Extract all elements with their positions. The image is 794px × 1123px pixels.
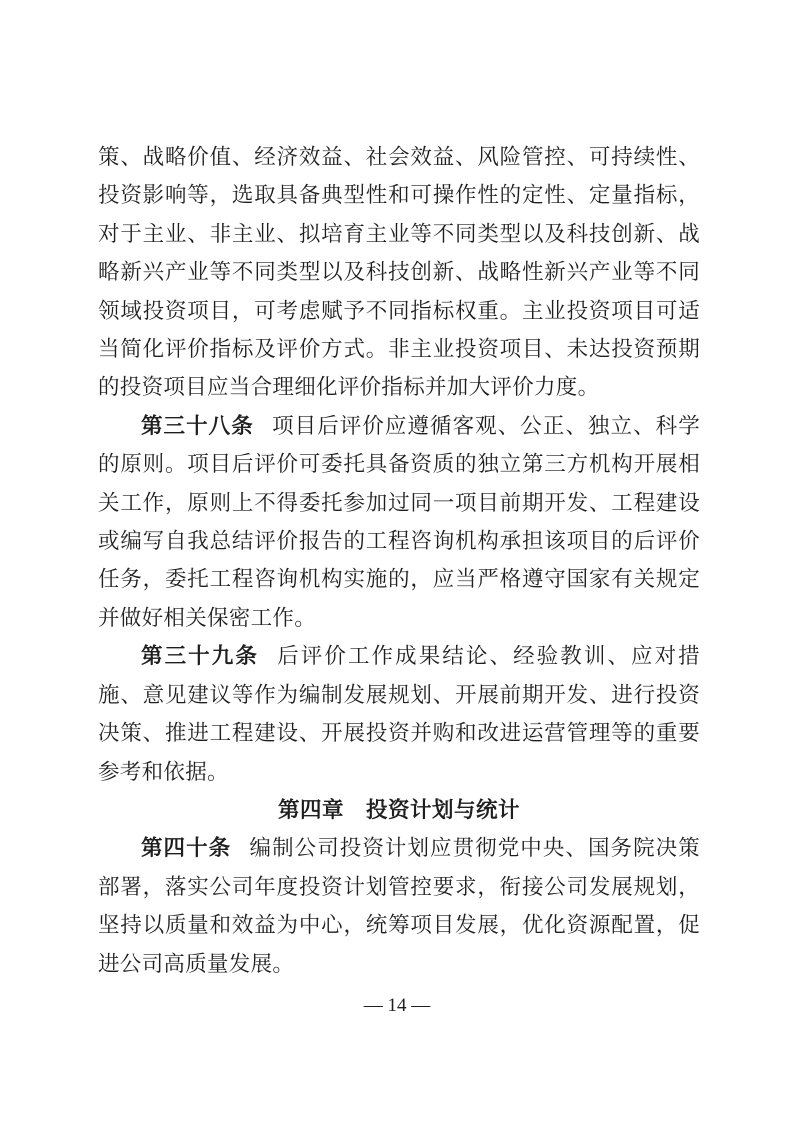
article-38-number: 第三十八条 [141, 413, 254, 438]
article-38-paragraph [98, 407, 700, 637]
document-body [98, 138, 700, 983]
article-40-number: 第四十条 [141, 836, 232, 861]
article-39-body: 后评价工作成果结论、经验教训、应对措施、意见建议等作为编制发展规划、开展前期开发、进行投资决策、推进工程建设、开展投资并购和改进运营管理等的重要参考和依据。 [98, 644, 700, 784]
article-40-paragraph [98, 829, 700, 983]
article-38-body: 项目后评价应遵循客观、公正、独立、科学的原则。项目后评价可委托具备资质的独立第三方机构开展相关工作，原则上不得委托参加过同一项目前期开发、工程建设或编写自我总结评价报告的工程咨询机构承担该项目的后评价任务，委托工程咨询机构实施的，应当严格遵守国家有关规定并做好相关保密工作。 [98, 413, 700, 630]
page-number: — 14 — [363, 995, 431, 1016]
article-39-number: 第三十九条 [141, 644, 259, 669]
continuation-paragraph: 策、战略价值、经济效益、社会效益、风险管控、可持续性、投资影响等，选取具备典型性和可操作性的定性、定量指标，对于主业、非主业、拟培育主业等不同类型以及科技创新、战略新兴产业等不同类型以及科技创新、战略性新兴产业等不同领域投资项目，可考虑赋予不同指标权重。主业投资项目可适当简化评价指标及评价方式。非主业投资项目、未达投资预期的投资项目应当合理细化评价指标并加大评价力度。 [98, 145, 700, 400]
chapter-heading: 第四章 投资计划与统计 [277, 797, 520, 822]
article-39-paragraph [98, 637, 700, 791]
article-40-body: 编制公司投资计划应贯彻党中央、国务院决策部署，落实公司年度投资计划管控要求，衔接公司发展规划，坚持以质量和效益为中心，统筹项目发展，优化资源配置，促进公司高质量发展。 [98, 836, 700, 976]
